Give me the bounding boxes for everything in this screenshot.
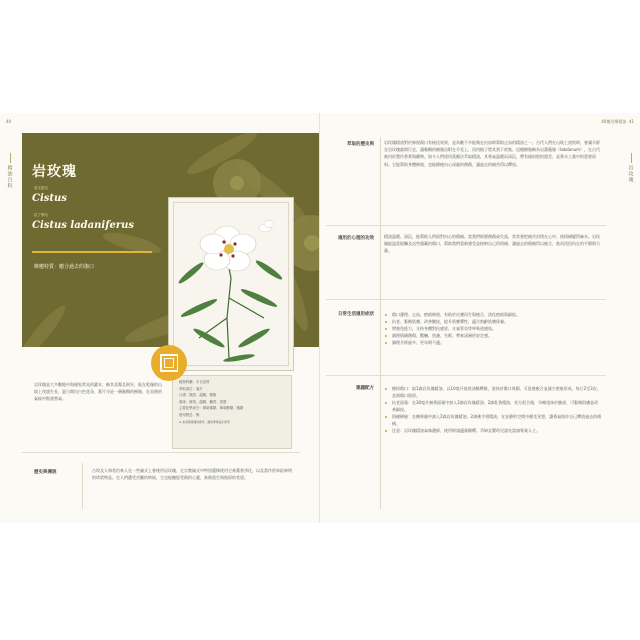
latin-name-label: 拉丁學名 bbox=[34, 213, 48, 217]
uses-title: 日常生活適用症狀 bbox=[338, 312, 374, 317]
list-item: 調理情緒創傷、驚嚇、焦慮、失眠，帶來深層的安定感。 bbox=[384, 332, 602, 339]
ornament-knot bbox=[151, 345, 187, 381]
running-header bbox=[601, 119, 634, 125]
section-divider bbox=[326, 225, 606, 226]
latin-name: Cistus ladaniferus bbox=[32, 220, 135, 231]
info-contraindication: 使用禁忌：無 bbox=[179, 412, 200, 417]
method-title: 建議配方 bbox=[356, 386, 374, 391]
tab-bar bbox=[10, 153, 11, 163]
info-scent: 氣味：琥珀、溫暖、麝香、香甜 bbox=[179, 399, 227, 404]
section-text-mind: 精油溫暖、深沉，能幫助人們面對內心的傷痛。當我們經歷創傷或失落，常常會把痛苦封閉在心中，使情緒變得麻木。岩玫瑰能溫柔地觸及這些隱藏的傷口，幫助我們重新感受並接納自己的情緒，讓過去的傷痛得以癒合，進而找回內在的平靜與力量。 bbox=[384, 234, 600, 254]
info-compounds: 主要化學成分：單萜烯類、單萜醇類、酯類 bbox=[179, 406, 244, 411]
list-item: 增強免疫力，支持身體對抗感冒、支氣管炎等呼吸道感染。 bbox=[384, 325, 602, 332]
section-divider bbox=[22, 452, 300, 453]
oil-info-box bbox=[172, 375, 292, 449]
list-item: 擦拭傷口：取1滴岩玫瑰精油，以10毫升基底油稀釋後，塗抹於傷口周圍，可促進癒合並減少疤痕形成。每日2至3次，直到傷口復原。 bbox=[384, 385, 602, 399]
section-title-history: 萃取的歷史與 bbox=[347, 142, 374, 147]
side-tab-label: 岩玫瑰 bbox=[627, 165, 634, 183]
header-title: 40種芳療精油 bbox=[601, 119, 627, 124]
left-page bbox=[0, 113, 320, 523]
english-name: Cistus bbox=[32, 193, 67, 204]
list-item: 情緒療癒：在擴香儀中滴入2滴岩玫瑰精油、2滴佛手柑精油，在安靜的空間中靜坐冥想，讓香氣陪伴自己釋放過去的傷痛。 bbox=[384, 413, 602, 427]
healing-tagline: 療癒特質：癒合過去的傷口 bbox=[34, 264, 95, 270]
page-number: 41 bbox=[628, 119, 634, 124]
info-taste: 口感：微甜、溫暖、樹脂 bbox=[179, 393, 217, 398]
section-rule bbox=[82, 463, 83, 509]
book-spread bbox=[0, 113, 640, 523]
info-family: 植物科屬：半日花科 bbox=[179, 380, 210, 384]
section-text-history: 岩玫瑰精油對於修復傷口有極佳效果，是為數不多能夠在出血時幫助止血的精油之一。古代人們在山坡上放牧時，會讓羊群在岩玫瑰叢間行走，讓黏稠的樹脂沾附在羊毛上，再用梳子將其刮下收集。這種樹脂稱為岩薔薇脂（labdanum），在古代被用於製作香膏與藥物。如今人們使用蒸餾法萃取精油，其香氣溫暖而深沉，帶有琥珀般的甜美，是香水工業中的重要原料。它能幫助身體修復，也能療癒內心深處的創傷，讓過去的痛苦得以釋放。 bbox=[384, 140, 601, 167]
section-title-mind: 適用於心理的功效 bbox=[338, 236, 374, 241]
list-item: 調理月經過多、更年期不適。 bbox=[384, 339, 602, 346]
side-tab-label: 精油百科 bbox=[6, 165, 13, 189]
section-divider bbox=[326, 299, 606, 300]
side-tab bbox=[626, 153, 636, 193]
english-name-label: 英文俗名 bbox=[34, 186, 48, 190]
title-rule bbox=[32, 251, 152, 253]
essential-oil-title: 岩玫瑰 bbox=[32, 164, 77, 180]
intro-paragraph: 岩玫瑰是大多數地中海國家常見的灌木，稱其喜陽且耐旱，能在乾燥的山坡上茂盛生長，夏日開出白色花朵，葉片分泌一層黏稠的樹脂，在炎熱的氣候中散發香氣。 bbox=[34, 382, 162, 401]
list-item: 注意：岩玫瑰精油氣味濃郁，使用時請適量稀釋，孕婦及嬰幼兒請先諮詢專業人士。 bbox=[384, 427, 602, 434]
botanical-illustration bbox=[168, 197, 294, 371]
side-tab bbox=[5, 153, 15, 193]
history-section-title: 歷史與傳說 bbox=[34, 470, 57, 475]
method-list bbox=[384, 385, 602, 434]
page-number: 40 bbox=[6, 119, 12, 124]
info-note: ※ 本書資訊僅供參考，請依專業指示使用 bbox=[179, 419, 230, 424]
list-item: 抗老面霜：在30毫升無香面霜中加入3滴岩玫瑰精油、2滴乳香精油，充分混合後，早晚塗抹於臉部，可緊緻肌膚並改善細紋。 bbox=[384, 399, 602, 413]
section-divider bbox=[326, 375, 606, 376]
column-rule bbox=[380, 137, 381, 509]
uses-list bbox=[384, 311, 602, 346]
list-item: 傷口護理、止血、疤痕修復，有助於皮膚再生與癒合，淡化疤痕與細紋。 bbox=[384, 311, 602, 318]
tab-bar bbox=[631, 153, 632, 163]
history-paragraph: 古埃及人和希伯來人在一些儀式上會使用岩玫瑰，在宗教儀式中特別選擇使用它來薰香淨化，以及當作供奉給神明的珍貴物品。在人們遭受苦難的時候，它也能撫慰受傷的心靈，象徵重生與復原的希望。 bbox=[92, 468, 292, 480]
info-part: 萃取部位：葉片 bbox=[179, 386, 203, 391]
list-item: 抗老、緊緻肌膚、改善皺紋，提升肌膚彈性，適合熟齡肌膚保養。 bbox=[384, 318, 602, 325]
rockrose-drawing bbox=[169, 198, 293, 370]
